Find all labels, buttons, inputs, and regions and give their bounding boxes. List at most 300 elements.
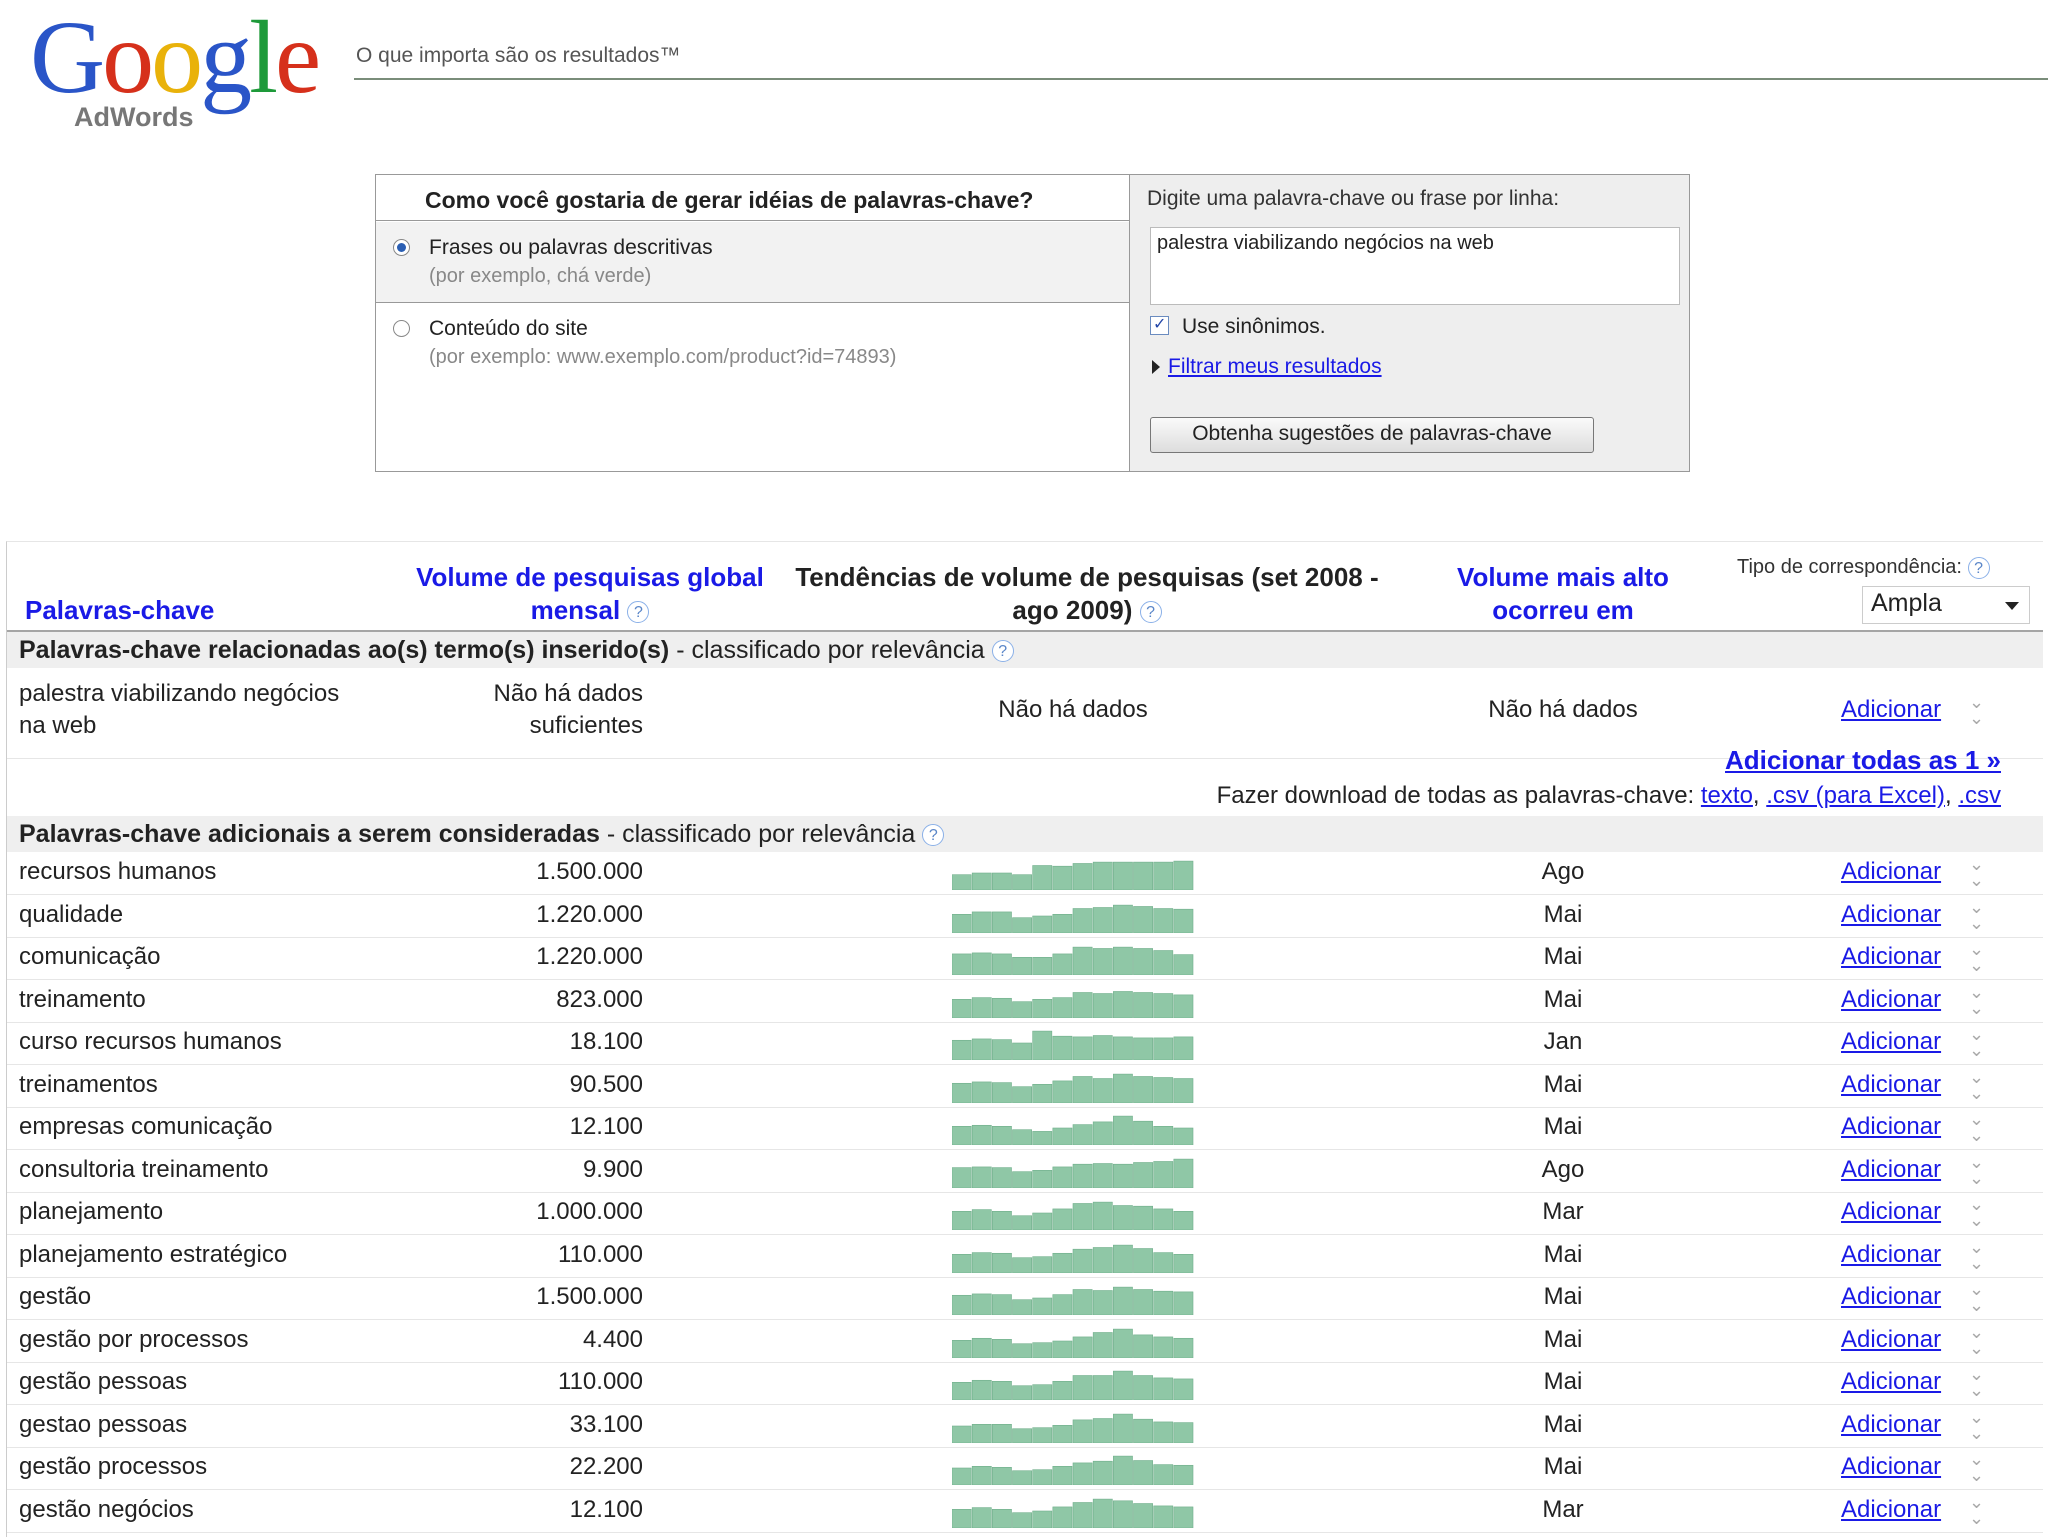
keyword-cell: gestão pessoas	[19, 1368, 188, 1395]
trend-bar	[1154, 1465, 1173, 1485]
trend-sparkline	[952, 1494, 1194, 1528]
option-site-content[interactable]	[376, 303, 1129, 423]
keyword-cell: recursos humanos	[19, 858, 217, 885]
trend-bar	[1013, 1086, 1032, 1102]
trend-bar	[1154, 1252, 1173, 1272]
peak-cell: Mai	[1543, 1453, 1583, 1480]
download-text-link[interactable]: texto	[1700, 782, 1753, 809]
trend-bar	[1134, 1503, 1153, 1527]
trend-bar	[1174, 955, 1193, 975]
peak-cell: Mar	[1542, 1198, 1584, 1225]
trend-bar	[992, 873, 1011, 890]
peak-cell: Ago	[1541, 858, 1585, 885]
trend-bar	[1093, 1499, 1112, 1528]
trend-bar	[972, 1507, 991, 1527]
trend-bar	[972, 1294, 991, 1315]
add-keyword-link[interactable]: Adicionar	[1841, 1028, 1942, 1055]
trend-bar	[1033, 1298, 1052, 1315]
trend-bar	[952, 1382, 971, 1400]
trend-bar	[972, 953, 991, 975]
chevron-down-icon[interactable]: ⌄ ⌄	[1969, 1109, 1985, 1145]
chevron-down-icon[interactable]: ⌄ ⌄	[1969, 1449, 1985, 1485]
volume-cell: 90.500	[569, 1070, 643, 1098]
help-icon[interactable]: ?	[922, 824, 944, 846]
google-adwords-logo[interactable]	[30, 0, 330, 136]
chevron-down-icon[interactable]: ⌄ ⌄	[1969, 981, 1985, 1018]
keyword-line: na web	[19, 712, 97, 739]
trend-bar	[952, 1468, 971, 1485]
trend-bar	[1113, 1500, 1132, 1527]
chevron-down-icon[interactable]: ⌄ ⌄	[1969, 939, 1985, 975]
trend-bar	[1033, 1427, 1052, 1442]
trend-bar	[1073, 1076, 1092, 1103]
trend-bar	[1073, 863, 1092, 890]
peak-cell: Mai	[1543, 900, 1583, 928]
get-keyword-ideas-button[interactable]: Obtenha sugestões de palavras-chave	[1150, 417, 1594, 453]
trend-bar	[1053, 1080, 1072, 1102]
keyword-cell: qualidade	[19, 900, 124, 928]
trend-bar	[992, 1167, 1011, 1187]
chevron-down-icon[interactable]: ⌄ ⌄	[1969, 692, 1985, 728]
trend-bar	[1073, 947, 1092, 975]
trend-bar	[1073, 1376, 1092, 1400]
add-keyword-link[interactable]: Adicionar	[1841, 943, 1942, 970]
trend-bar	[992, 1126, 1011, 1145]
add-keyword-link[interactable]: Adicionar	[1841, 1070, 1942, 1098]
trend-bar	[992, 1082, 1011, 1102]
chevron-down-icon[interactable]: ⌄ ⌄	[1969, 1066, 1985, 1103]
keyword-cell: comunicação	[19, 943, 161, 970]
trend-bar	[1053, 1506, 1072, 1527]
trend-bar	[1053, 1209, 1072, 1230]
trend-bar	[1134, 1334, 1153, 1357]
volume-cell: 22.200	[569, 1453, 643, 1480]
trend-bar	[992, 1339, 1011, 1358]
trend-bar	[1134, 1461, 1153, 1485]
trend-bar	[1093, 1291, 1112, 1315]
trend-bar	[952, 914, 971, 933]
trend-bar	[1073, 1290, 1092, 1316]
trend-bar	[1013, 1512, 1032, 1527]
trend-bar	[1174, 1422, 1193, 1442]
trend-bar	[1073, 1463, 1092, 1485]
peak-cell: Mai	[1543, 1070, 1583, 1098]
chevron-down-icon[interactable]: ⌄ ⌄	[1969, 1279, 1985, 1315]
volume-line: suficientes	[529, 712, 643, 739]
trend-bar	[1053, 866, 1072, 890]
keyword-results-table	[6, 541, 2043, 1537]
trend-bar	[1013, 875, 1032, 890]
trend-bar	[1033, 1470, 1052, 1485]
section-additional-keywords	[7, 816, 2043, 852]
chevron-down-icon[interactable]: ⌄ ⌄	[1969, 1321, 1985, 1358]
keyword-instruction: Digite uma palavra-chave ou frase por linha:	[1147, 187, 1560, 210]
trend-bar	[1013, 1130, 1032, 1145]
trend-bar	[992, 1211, 1011, 1230]
trend-bar	[1134, 948, 1153, 975]
trend-bar	[1033, 1385, 1052, 1400]
volume-cell: 823.000	[556, 985, 643, 1013]
trend-bar	[1073, 1164, 1092, 1188]
trend-bar	[1033, 1511, 1052, 1528]
volume-cell: 1.220.000	[536, 943, 643, 970]
peak-cell: Mar	[1542, 1495, 1584, 1523]
trend-bar	[1174, 1379, 1193, 1400]
trend-bar	[1113, 1074, 1132, 1103]
table-row	[7, 1022, 2043, 1065]
add-keyword-link[interactable]: Adicionar	[1841, 1368, 1942, 1395]
trend-bar	[1013, 917, 1032, 932]
option-hint: (por exemplo: www.exemplo.com/product?id=74893)	[429, 346, 897, 368]
trend-bar	[1033, 1170, 1052, 1188]
tagline: O que importa são os resultados™	[356, 44, 681, 67]
trend-bar	[972, 1166, 991, 1187]
trend-sparkline	[952, 984, 1194, 1018]
section-title: Palavras-chave relacionadas ao(s) termo(s) inserido(s)	[19, 636, 670, 664]
volume-cell: 110.000	[558, 1368, 643, 1395]
trend-bar	[1053, 914, 1072, 933]
chevron-down-icon[interactable]: ⌄ ⌄	[1969, 1151, 1985, 1188]
trend-bar	[1134, 992, 1153, 1018]
chevron-down-icon[interactable]: ⌄ ⌄	[1969, 1406, 1985, 1443]
add-keyword-link[interactable]: Adicionar	[1841, 1198, 1942, 1225]
column-header-volume-label[interactable]: Volume de pesquisas global mensal	[416, 562, 764, 625]
trend-bar	[1093, 948, 1112, 975]
trend-bar	[1113, 1414, 1132, 1443]
trend-bar	[952, 999, 971, 1018]
trend-bar	[1093, 1036, 1112, 1060]
trend-bar	[1093, 1418, 1112, 1442]
match-type-label-text: Tipo de correspondência:	[1737, 556, 1962, 578]
trend-bar	[952, 1126, 971, 1145]
trend-bar	[972, 1210, 991, 1230]
trend-bar	[1093, 1122, 1112, 1145]
volume-cell: 1.500.000	[536, 858, 643, 885]
trend-bar	[972, 1424, 991, 1443]
match-type-value: Ampla	[1871, 589, 1942, 617]
trend-bar	[1113, 1329, 1132, 1358]
download-csv-link[interactable]: .csv	[1958, 782, 2001, 809]
trend-bar	[972, 1039, 991, 1060]
peak-cell: Mai	[1543, 1283, 1583, 1310]
trend-bar	[1093, 1461, 1112, 1485]
trend-bar	[1113, 991, 1132, 1018]
trend-bar	[1073, 1419, 1092, 1442]
section-subtitle: - classificado por relevância	[669, 636, 985, 664]
trend-bar	[1033, 1084, 1052, 1103]
trend-bar	[1093, 993, 1112, 1017]
trend-sparkline	[952, 1026, 1194, 1060]
peak-cell: Mai	[1543, 1325, 1583, 1353]
trend-bar	[1113, 1371, 1132, 1400]
column-header-trends-label: Tendências de volume de pesquisas (set 2008 - ago 2009)	[795, 562, 1379, 625]
chevron-down-icon[interactable]: ⌄ ⌄	[1969, 854, 1985, 890]
trend-bar	[1134, 1162, 1153, 1188]
chevron-down-icon[interactable]: ⌄ ⌄	[1969, 1236, 1985, 1273]
trend-bar	[1174, 1159, 1193, 1188]
section-title: Palavras-chave adicionais a serem consideradas	[19, 820, 600, 848]
table-row	[7, 1150, 2043, 1193]
chevron-down-icon[interactable]: ⌄ ⌄	[1969, 1024, 1985, 1060]
trend-sparkline	[952, 856, 1194, 890]
trend-bar	[1134, 1290, 1153, 1316]
trend-bar	[952, 1040, 971, 1060]
chevron-down-icon[interactable]: ⌄ ⌄	[1969, 1491, 1985, 1528]
trend-bar	[1013, 1428, 1032, 1442]
trend-sparkline	[952, 899, 1194, 933]
trend-bar	[952, 875, 971, 890]
trend-bar	[952, 1509, 971, 1528]
trend-bar	[1154, 1038, 1173, 1060]
add-keyword-link[interactable]: Adicionar	[1841, 858, 1942, 885]
trend-bar	[1134, 1038, 1153, 1060]
trend-bar	[1033, 957, 1052, 975]
trend-bar	[1033, 866, 1052, 890]
volume-cell: 12.100	[569, 1495, 643, 1523]
keyword-cell: gestão processos	[19, 1453, 208, 1480]
trend-bar	[1073, 1203, 1092, 1230]
trend-bar	[1053, 1425, 1072, 1443]
trend-bar	[1154, 1291, 1173, 1315]
column-header-keyword[interactable]	[25, 594, 214, 627]
trend-bar	[1033, 1256, 1052, 1272]
trend-bar	[1174, 994, 1193, 1017]
trend-bar	[952, 1426, 971, 1443]
idea-source-question: Como você gostaria de gerar idéias de palavras-chave?	[376, 175, 1129, 221]
chevron-down-icon[interactable]: ⌄ ⌄	[1969, 1364, 1985, 1400]
help-icon[interactable]: ?	[992, 640, 1014, 662]
volume-cell: 1.220.000	[536, 900, 643, 928]
volume-cell: 1.500.000	[536, 1283, 643, 1310]
trend-bar	[1134, 1121, 1153, 1145]
trend-bar	[972, 1125, 991, 1145]
trend-bar	[1053, 1253, 1072, 1273]
keyword-cell: planejamento estratégico	[19, 1240, 288, 1268]
trend-bar	[1174, 1292, 1193, 1315]
expand-triangle-icon[interactable]	[1152, 360, 1160, 374]
trend-bar	[1093, 1376, 1112, 1400]
trend-bar	[1134, 1206, 1153, 1230]
trend-bar	[952, 954, 971, 975]
table-row	[7, 895, 2043, 938]
trend-bar	[992, 1424, 1011, 1443]
trend-sparkline	[952, 1111, 1194, 1145]
trend-bar	[1154, 908, 1173, 932]
trend-bar	[1033, 999, 1052, 1018]
trend-bar	[992, 1467, 1011, 1485]
trend-bar	[1073, 992, 1092, 1018]
peak-cell: Mai	[1543, 985, 1583, 1013]
trend-bar	[992, 954, 1011, 975]
trend-bar	[1174, 909, 1193, 933]
trend-bar	[1093, 1202, 1112, 1230]
trend-bar	[1113, 1037, 1132, 1060]
add-all-link[interactable]: Adicionar todas as 1 »	[1725, 745, 2001, 775]
trend-bar	[992, 1040, 1011, 1060]
download-csv-excel-link[interactable]: .csv (para Excel)	[1766, 782, 1945, 809]
trend-bar	[972, 1252, 991, 1272]
trend-bar	[1053, 1341, 1072, 1358]
trend-sparkline	[952, 1239, 1194, 1273]
peak-cell: Não há dados	[1488, 696, 1638, 723]
trend-bar	[992, 1381, 1011, 1400]
add-keyword-link[interactable]: Adicionar	[1841, 1410, 1942, 1438]
table-row	[7, 980, 2043, 1023]
trend-bar	[1093, 1078, 1112, 1102]
keyword-textarea[interactable]	[1150, 227, 1680, 305]
trend-bar	[1154, 1161, 1173, 1188]
idea-source-panel	[376, 175, 1130, 471]
column-header-peak[interactable]	[1413, 561, 1713, 627]
add-keyword-link[interactable]: Adicionar	[1841, 1113, 1942, 1140]
trend-bar	[1073, 1037, 1092, 1060]
radio-descriptive-phrases[interactable]	[393, 239, 410, 256]
synonyms-checkbox[interactable]	[1150, 316, 1169, 335]
chevron-down-icon[interactable]: ⌄ ⌄	[1969, 896, 1985, 933]
peak-cell: Ago	[1541, 1155, 1585, 1183]
trend-bar	[1174, 1254, 1193, 1273]
trend-bar	[952, 1211, 971, 1230]
trend-sparkline	[952, 1409, 1194, 1443]
trend-bar	[1154, 1505, 1173, 1527]
trend-bar	[1113, 947, 1132, 975]
trend-bar	[1013, 1216, 1032, 1230]
add-keyword-link[interactable]: Adicionar	[1841, 696, 1942, 723]
trend-bar	[1033, 916, 1052, 933]
trend-sparkline	[952, 1324, 1194, 1358]
trend-bar	[1154, 1421, 1173, 1442]
add-keyword-link[interactable]: Adicionar	[1841, 1283, 1942, 1310]
trend-bar	[1154, 1378, 1173, 1400]
help-icon[interactable]: ?	[1968, 557, 1990, 579]
trend-bar	[1013, 1386, 1032, 1400]
volume-cell: 110.000	[558, 1240, 643, 1268]
option-descriptive-phrases[interactable]	[376, 222, 1129, 303]
match-type-label	[1737, 556, 1990, 579]
peak-cell: Mai	[1543, 1113, 1583, 1140]
trend-bar	[1053, 954, 1072, 975]
trend-bar	[1154, 951, 1173, 975]
table-row	[7, 937, 2043, 980]
trend-bar	[1093, 907, 1112, 933]
add-keyword-link[interactable]: Adicionar	[1841, 985, 1942, 1013]
add-keyword-link[interactable]: Adicionar	[1841, 1240, 1942, 1268]
keyword-cell: treinamento	[19, 985, 146, 1013]
trend-bar	[952, 1295, 971, 1315]
volume-cell: 9.900	[582, 1155, 643, 1183]
peak-cell: Mai	[1543, 1240, 1583, 1268]
trend-bar	[992, 1509, 1011, 1528]
trend-bar	[1113, 1287, 1132, 1315]
trend-bar	[1013, 1471, 1032, 1485]
trend-bar	[1093, 862, 1112, 890]
dropdown-arrow-icon	[2005, 602, 2019, 610]
chevron-down-icon[interactable]: ⌄ ⌄	[1969, 1194, 1985, 1230]
trend-bar	[1174, 1211, 1193, 1230]
trend-bar	[952, 1254, 971, 1273]
keyword-cell: planejamento	[19, 1198, 164, 1225]
trend-bar	[1033, 1342, 1052, 1357]
add-keyword-link[interactable]: Adicionar	[1841, 1325, 1942, 1353]
trend-bar	[1154, 862, 1173, 890]
table-row	[7, 1192, 2043, 1235]
trend-bar	[972, 997, 991, 1017]
trend-cell: Não há dados	[998, 696, 1148, 723]
keyword-idea-form	[375, 174, 1690, 472]
trend-bar	[1013, 1171, 1032, 1187]
trend-bar	[1154, 1126, 1173, 1145]
trend-bar	[1154, 1077, 1173, 1103]
volume-line: Não há dados	[493, 680, 643, 707]
trend-bar	[1113, 1164, 1132, 1188]
trend-bar	[1174, 1128, 1193, 1145]
add-keyword-link[interactable]: Adicionar	[1841, 1453, 1942, 1480]
volume-cell: 12.100	[569, 1113, 643, 1140]
trend-bar	[1134, 906, 1153, 933]
trend-bar	[1113, 1456, 1132, 1485]
add-keyword-link[interactable]: Adicionar	[1841, 900, 1942, 928]
keyword-cell: treinamentos	[19, 1070, 158, 1098]
trend-bar	[1013, 957, 1032, 975]
trend-bar	[1093, 1247, 1112, 1273]
keyword-cell: gestão	[19, 1283, 92, 1310]
trend-bar	[972, 873, 991, 890]
help-icon[interactable]: ?	[1140, 601, 1162, 623]
volume-cell	[387, 678, 643, 742]
trend-bar	[952, 1340, 971, 1358]
match-type-select[interactable]	[1862, 586, 2030, 624]
trend-sparkline	[952, 1154, 1194, 1188]
column-header-volume[interactable]	[385, 561, 795, 627]
trend-bar	[1174, 1506, 1193, 1527]
trend-sparkline	[952, 1069, 1194, 1103]
section-related-keywords	[7, 632, 2043, 668]
radio-site-content[interactable]	[393, 320, 410, 337]
trend-bar	[1033, 1213, 1052, 1230]
option-label: Conteúdo do site	[429, 317, 588, 340]
trend-bar	[972, 1081, 991, 1102]
table-row	[7, 1235, 2043, 1278]
peak-cell: Mai	[1543, 1410, 1583, 1438]
add-keyword-link[interactable]: Adicionar	[1841, 1155, 1942, 1183]
trend-bar	[1013, 1043, 1032, 1060]
trend-bar	[1053, 1466, 1072, 1485]
help-icon[interactable]: ?	[627, 601, 649, 623]
trend-bar	[1134, 1076, 1153, 1103]
add-keyword-link[interactable]: Adicionar	[1841, 1495, 1942, 1523]
column-header-peak-label[interactable]: Volume mais alto ocorreu em	[1457, 562, 1669, 625]
trend-bar	[972, 911, 991, 932]
volume-cell: 33.100	[569, 1410, 643, 1438]
trend-sparkline	[952, 1281, 1194, 1315]
trend-bar	[1053, 1036, 1072, 1060]
trend-bar	[1073, 1125, 1092, 1145]
trend-bar	[1174, 1338, 1193, 1358]
table-row	[7, 852, 2043, 895]
trend-bar	[1154, 1209, 1173, 1230]
keyword-cell: empresas comunicação	[19, 1113, 273, 1140]
trend-sparkline	[952, 941, 1194, 975]
download-line: Fazer download de todas as palavras-chave: texto, .csv (para Excel), .csv	[1216, 782, 2001, 809]
column-header-keyword-label[interactable]: Palavras-chave	[25, 595, 215, 625]
trend-bar	[1013, 1257, 1032, 1272]
filter-results-link[interactable]: Filtrar meus resultados	[1168, 355, 1382, 378]
trend-bar	[1013, 1343, 1032, 1357]
synonyms-label: Use sinônimos.	[1182, 315, 1326, 338]
trend-bar	[1134, 1419, 1153, 1443]
trend-bar	[1174, 1078, 1193, 1102]
table-row	[7, 1277, 2043, 1320]
